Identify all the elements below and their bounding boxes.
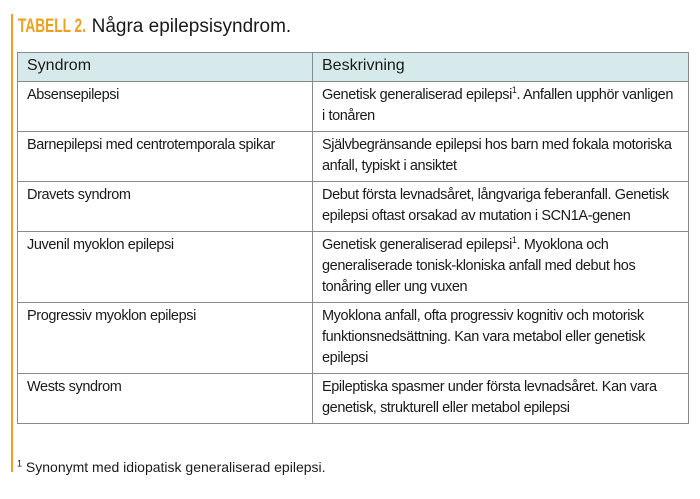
header-row [18,53,689,82]
footnote [17,459,326,475]
footnote-marker: 1 [17,458,23,469]
syndrome-name-cell: Absensepilepsi [18,82,313,132]
description-cell [313,182,689,232]
description-text-continued: . Anfallen upphör vanligen i tonåren [322,87,674,124]
footnote-reference: 1 [511,85,517,96]
column-header-syndrom: Syndrom [18,53,313,82]
table-row [18,132,689,182]
syndrome-name-cell: Juvenil myoklon epilepsi [18,232,313,303]
description-text: Debut första levnadsåret, långvariga feberanfall. Genetisk epilepsi oftast orsakad av mutation i SCN1A-genen [322,187,669,224]
accent-bar [11,14,13,472]
description-text-continued: . Myoklona och generaliserade tonisk-kloniska anfall med debut hos tonåring eller ung vuxen [322,237,636,295]
syndrome-name-cell: Dravets syndrom [18,182,313,232]
table-number-label: TABELL 2. [18,16,86,37]
description-cell [313,82,689,132]
table-row [18,182,689,232]
description-text: Myoklona anfall, ofta progressiv kognitiv och motorisk funktionsnedsättning. Kan vara metabol eller genetisk epilepsi [322,308,645,366]
description-cell [313,303,689,374]
syndrome-table [17,52,689,424]
description-text: Epileptiska spasmer under första levnadsåret. Kan vara genetisk, strukturell eller metabol epilepsi [322,379,657,416]
table-caption: Några epilepsisyndrom. [91,16,292,37]
table-title [18,16,291,38]
table-row [18,82,689,132]
syndrome-name-cell: Wests syndrom [18,374,313,424]
table-row [18,303,689,374]
footnote-reference: 1 [511,235,517,246]
description-cell [313,374,689,424]
description-cell [313,232,689,303]
description-cell [313,132,689,182]
syndrome-name-cell: Progressiv myoklon epilepsi [18,303,313,374]
table-row [18,232,689,303]
description-text: Genetisk generaliserad epilepsi [322,87,512,103]
description-text: Självbegränsande epilepsi hos barn med fokala motoriska anfall, typiskt i ansiktet [322,137,672,174]
description-text: Genetisk generaliserad epilepsi [322,237,512,253]
column-header-beskrivning: Beskrivning [313,53,689,82]
syndrome-name-cell: Barnepilepsi med centrotemporala spikar [18,132,313,182]
table-row [18,374,689,424]
footnote-text: Synonymt med idiopatisk generaliserad epilepsi. [22,459,326,475]
